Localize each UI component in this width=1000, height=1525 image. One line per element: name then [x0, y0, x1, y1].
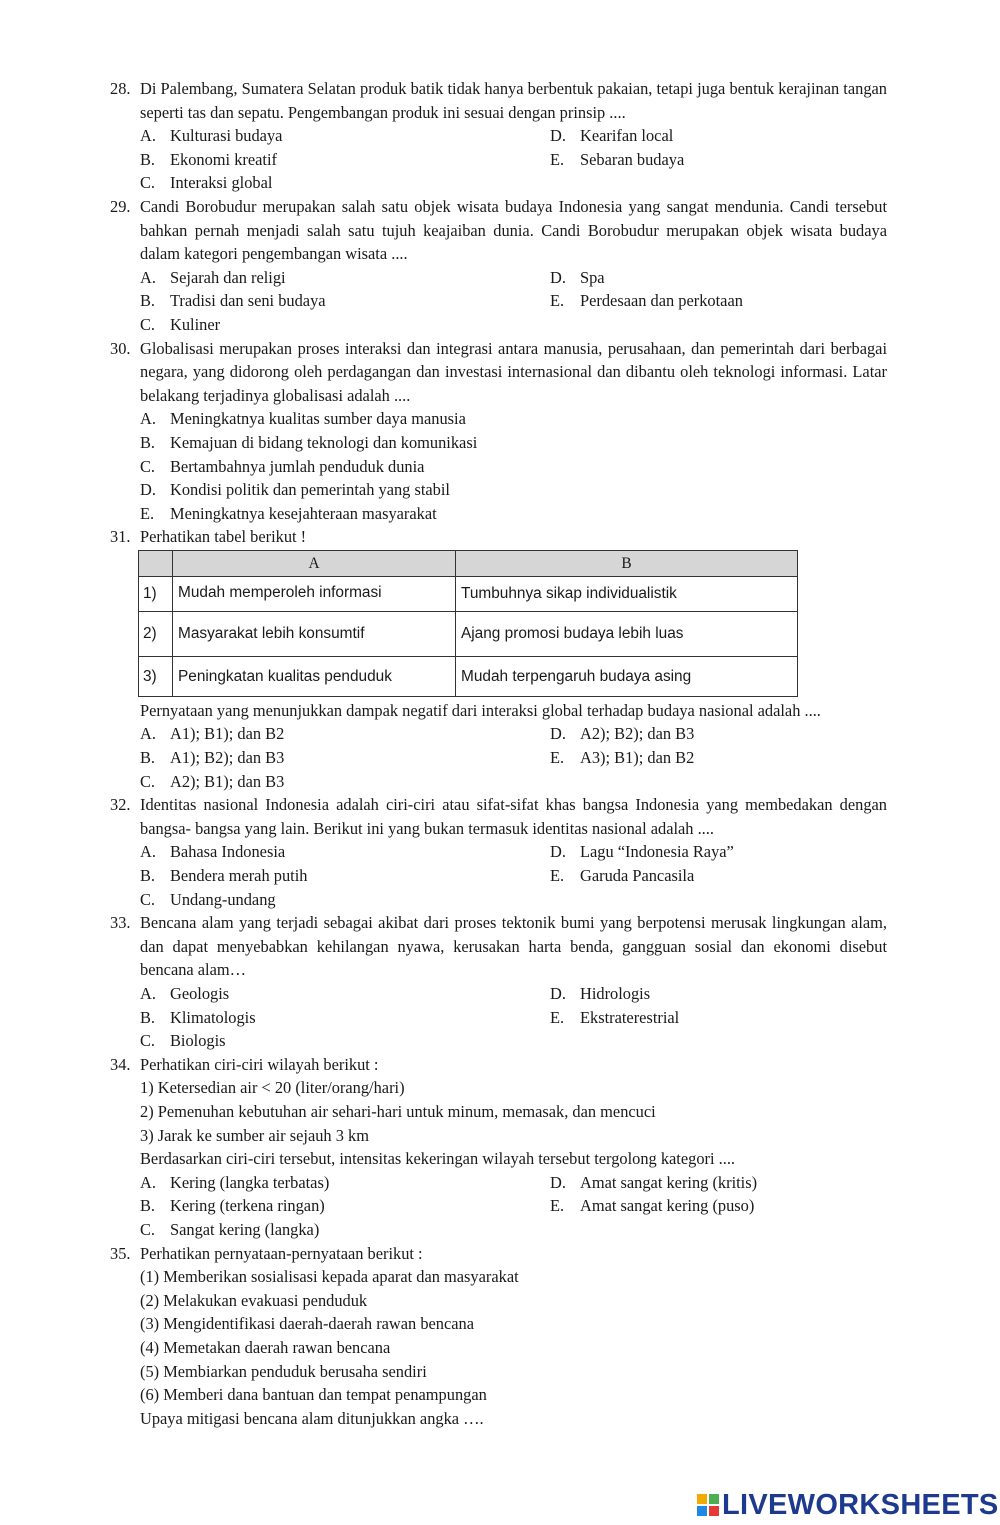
question-text: Perhatikan tabel berikut ! — [140, 527, 307, 547]
question-number: 31. — [110, 527, 131, 547]
table-row — [139, 576, 798, 611]
cell-a: Masyarakat lebih konsumtif — [173, 611, 456, 656]
option-e[interactable]: E. A3); B1); dan B2 — [550, 748, 695, 768]
list-item: (5) Membiarkan penduduk berusaha sendiri — [140, 1361, 427, 1381]
cell-a: Peningkatan kualitas penduduk — [173, 656, 456, 696]
list-item: 3) Jarak ke sumber air sejauh 3 km — [140, 1125, 369, 1145]
question-text: Bencana alam yang terjadi sebagai akibat dari proses tektonik bumi yang berpotensi merusak lingkungan alam, dan dapat menyebabkan kehilangan nyawa, kerusakan harta benda, gangguan sosial dan ekonomi disebut bencana alam… — [140, 913, 887, 980]
question-31-continued — [110, 699, 887, 793]
logo-square — [697, 1494, 707, 1504]
row-number: 1) — [139, 576, 173, 611]
cell-b: Ajang promosi budaya lebih luas — [456, 611, 798, 656]
logo-square — [697, 1506, 707, 1516]
table-header-b: B — [456, 550, 798, 576]
option-e[interactable]: E. Meningkatnya kesejahteraan masyarakat — [140, 503, 437, 523]
question-number: 32. — [110, 795, 131, 815]
question-35 — [110, 1242, 887, 1431]
option-b[interactable]: B. Bendera merah putih — [140, 866, 308, 886]
question-28 — [110, 77, 887, 195]
question-number: 29. — [110, 196, 131, 216]
question-number: 35. — [110, 1243, 131, 1263]
option-b[interactable]: B. A1); B2); dan B3 — [140, 748, 285, 768]
option-d[interactable]: D. Spa — [550, 267, 605, 287]
option-d[interactable]: D. Kearifan local — [550, 126, 674, 146]
list-item: (3) Mengidentifikasi daerah-daerah rawan bencana — [140, 1314, 475, 1334]
option-d[interactable]: D. Lagu “Indonesia Raya” — [550, 842, 734, 862]
option-e[interactable]: E. Amat sangat kering (puso) — [550, 1196, 755, 1216]
option-d[interactable]: D. Kondisi politik dan pemerintah yang stabil — [140, 480, 450, 500]
logo-mark-icon — [697, 1494, 719, 1516]
liveworksheets-logo — [697, 1489, 999, 1521]
table-header-row — [139, 550, 798, 576]
option-e[interactable]: E. Perdesaan dan perkotaan — [550, 291, 743, 311]
option-a[interactable]: A. Kulturasi budaya — [140, 126, 283, 146]
list-item: (6) Memberi dana bantuan dan tempat penampungan — [140, 1385, 487, 1405]
question-prompt: Berdasarkan ciri-ciri tersebut, intensitas kekeringan wilayah tersebut tergolong kategori .... — [140, 1149, 736, 1169]
logo-square — [709, 1494, 719, 1504]
list-item: 1) Ketersedian air < 20 (liter/orang/hari) — [140, 1078, 405, 1098]
option-b[interactable]: B. Klimatologis — [140, 1007, 256, 1027]
list-item: (4) Memetakan daerah rawan bencana — [140, 1337, 391, 1357]
option-c[interactable]: C. A2); B1); dan B3 — [140, 771, 285, 791]
option-b[interactable]: B. Tradisi dan seni budaya — [140, 291, 326, 311]
answer-options — [140, 124, 887, 195]
option-a[interactable]: A. Geologis — [140, 984, 230, 1003]
question-prompt: Upaya mitigasi bencana alam ditunjukkan angka …. — [140, 1408, 484, 1428]
logo-text: LIVEWORKSHEETS — [722, 1489, 999, 1521]
list-item: (1) Memberikan sosialisasi kepada aparat dan masyarakat — [140, 1267, 519, 1287]
table-header-a: A — [173, 550, 456, 576]
option-b[interactable]: B. Ekonomi kreatif — [140, 149, 277, 169]
option-c[interactable]: C. Kuliner — [140, 314, 221, 334]
comparison-table — [138, 550, 798, 697]
question-text: Perhatikan pernyataan-pernyataan berikut : — [140, 1243, 423, 1263]
question-text: Globalisasi merupakan proses interaksi dan integrasi antara manusia, perusahaan, dan pemerintah dari berbagai negara, yang didorong oleh perdagangan dan investasi internasional dan dibantu oleh teknologi informasi. Latar belakang terjadinya globalisasi adalah .... — [140, 338, 887, 405]
row-number: 3) — [139, 656, 173, 696]
option-e[interactable]: E. Sebaran budaya — [550, 149, 685, 169]
answer-options — [140, 722, 887, 793]
option-e[interactable]: E. Ekstraterestrial — [550, 1007, 680, 1027]
question-29 — [110, 195, 887, 337]
worksheet-page — [110, 77, 887, 1430]
question-text: Perhatikan ciri-ciri wilayah berikut : — [140, 1054, 379, 1074]
cell-b: Mudah terpengaruh budaya asing — [456, 656, 798, 696]
question-prompt: Pernyataan yang menunjukkan dampak negatif dari interaksi global terhadap budaya nasional adalah .... — [140, 700, 821, 720]
question-34 — [110, 1053, 887, 1242]
answer-options — [140, 840, 887, 911]
logo-square — [709, 1506, 719, 1516]
answer-options — [140, 266, 887, 337]
question-32 — [110, 793, 887, 911]
question-text: Identitas nasional Indonesia adalah ciri-ciri atau sifat-sifat khas bangsa Indonesia yang membedakan dengan bangsa- bangsa yang lain. Berikut ini yang bukan termasuk identitas nasional adalah .... — [140, 795, 887, 838]
question-33 — [110, 911, 887, 1053]
option-a[interactable]: A. Kering (langka terbatas) — [140, 1172, 330, 1192]
list-item: (2) Melakukan evakuasi penduduk — [140, 1290, 368, 1310]
answer-options — [140, 1171, 887, 1242]
question-30 — [110, 337, 887, 526]
option-a[interactable]: A. Bahasa Indonesia — [140, 842, 286, 862]
question-text: Candi Borobudur merupakan salah satu objek wisata budaya Indonesia yang sangat mendunia. Candi tersebut bahkan pernah menjadi salah satu tujuh keajaiban dunia. Candi Borobudur merupakan objek wisata budaya dalam kategori pengembangan wisata .... — [140, 196, 887, 264]
option-d[interactable]: D. Amat sangat kering (kritis) — [550, 1172, 758, 1192]
option-c[interactable]: C. Biologis — [140, 1031, 226, 1051]
table-row — [139, 611, 798, 656]
table-row — [139, 656, 798, 696]
option-c[interactable]: C. Interaksi global — [140, 173, 273, 193]
question-number: 30. — [110, 338, 131, 358]
question-31 — [110, 525, 887, 549]
answer-options — [140, 407, 887, 525]
option-b[interactable]: B. Kering (terkena ringan) — [140, 1196, 325, 1216]
option-b[interactable]: B. Kemajuan di bidang teknologi dan komunikasi — [140, 432, 478, 452]
row-number: 2) — [139, 611, 173, 656]
table-header-blank — [139, 550, 173, 576]
option-d[interactable]: D. Hidrologis — [550, 984, 651, 1003]
option-a[interactable]: A. Sejarah dan religi — [140, 267, 286, 287]
option-c[interactable]: C. Sangat kering (langka) — [140, 1219, 320, 1239]
option-d[interactable]: D. A2); B2); dan B3 — [550, 724, 695, 744]
cell-a: Mudah memperoleh informasi — [173, 576, 456, 611]
option-a[interactable]: A. A1); B1); dan B2 — [140, 724, 285, 744]
question-number: 33. — [110, 913, 131, 933]
question-text: Di Palembang, Sumatera Selatan produk batik tidak hanya berbentuk pakaian, tetapi juga bentuk kerajinan tangan seperti tas dan sepatu. Pengembangan produk ini sesuai dengan prinsip .... — [140, 79, 887, 122]
answer-options — [140, 982, 887, 1053]
option-a[interactable]: A. Meningkatnya kualitas sumber daya manusia — [140, 409, 466, 429]
question-number: 34. — [110, 1054, 131, 1074]
list-item: 2) Pemenuhan kebutuhan air sehari-hari untuk minum, memasak, dan mencuci — [140, 1101, 656, 1121]
option-c[interactable]: C. Undang-undang — [140, 889, 276, 909]
option-c[interactable]: C. Bertambahnya jumlah penduduk dunia — [140, 456, 425, 476]
question-number: 28. — [110, 79, 131, 98]
option-e[interactable]: E. Garuda Pancasila — [550, 866, 695, 886]
cell-b: Tumbuhnya sikap individualistik — [456, 576, 798, 611]
